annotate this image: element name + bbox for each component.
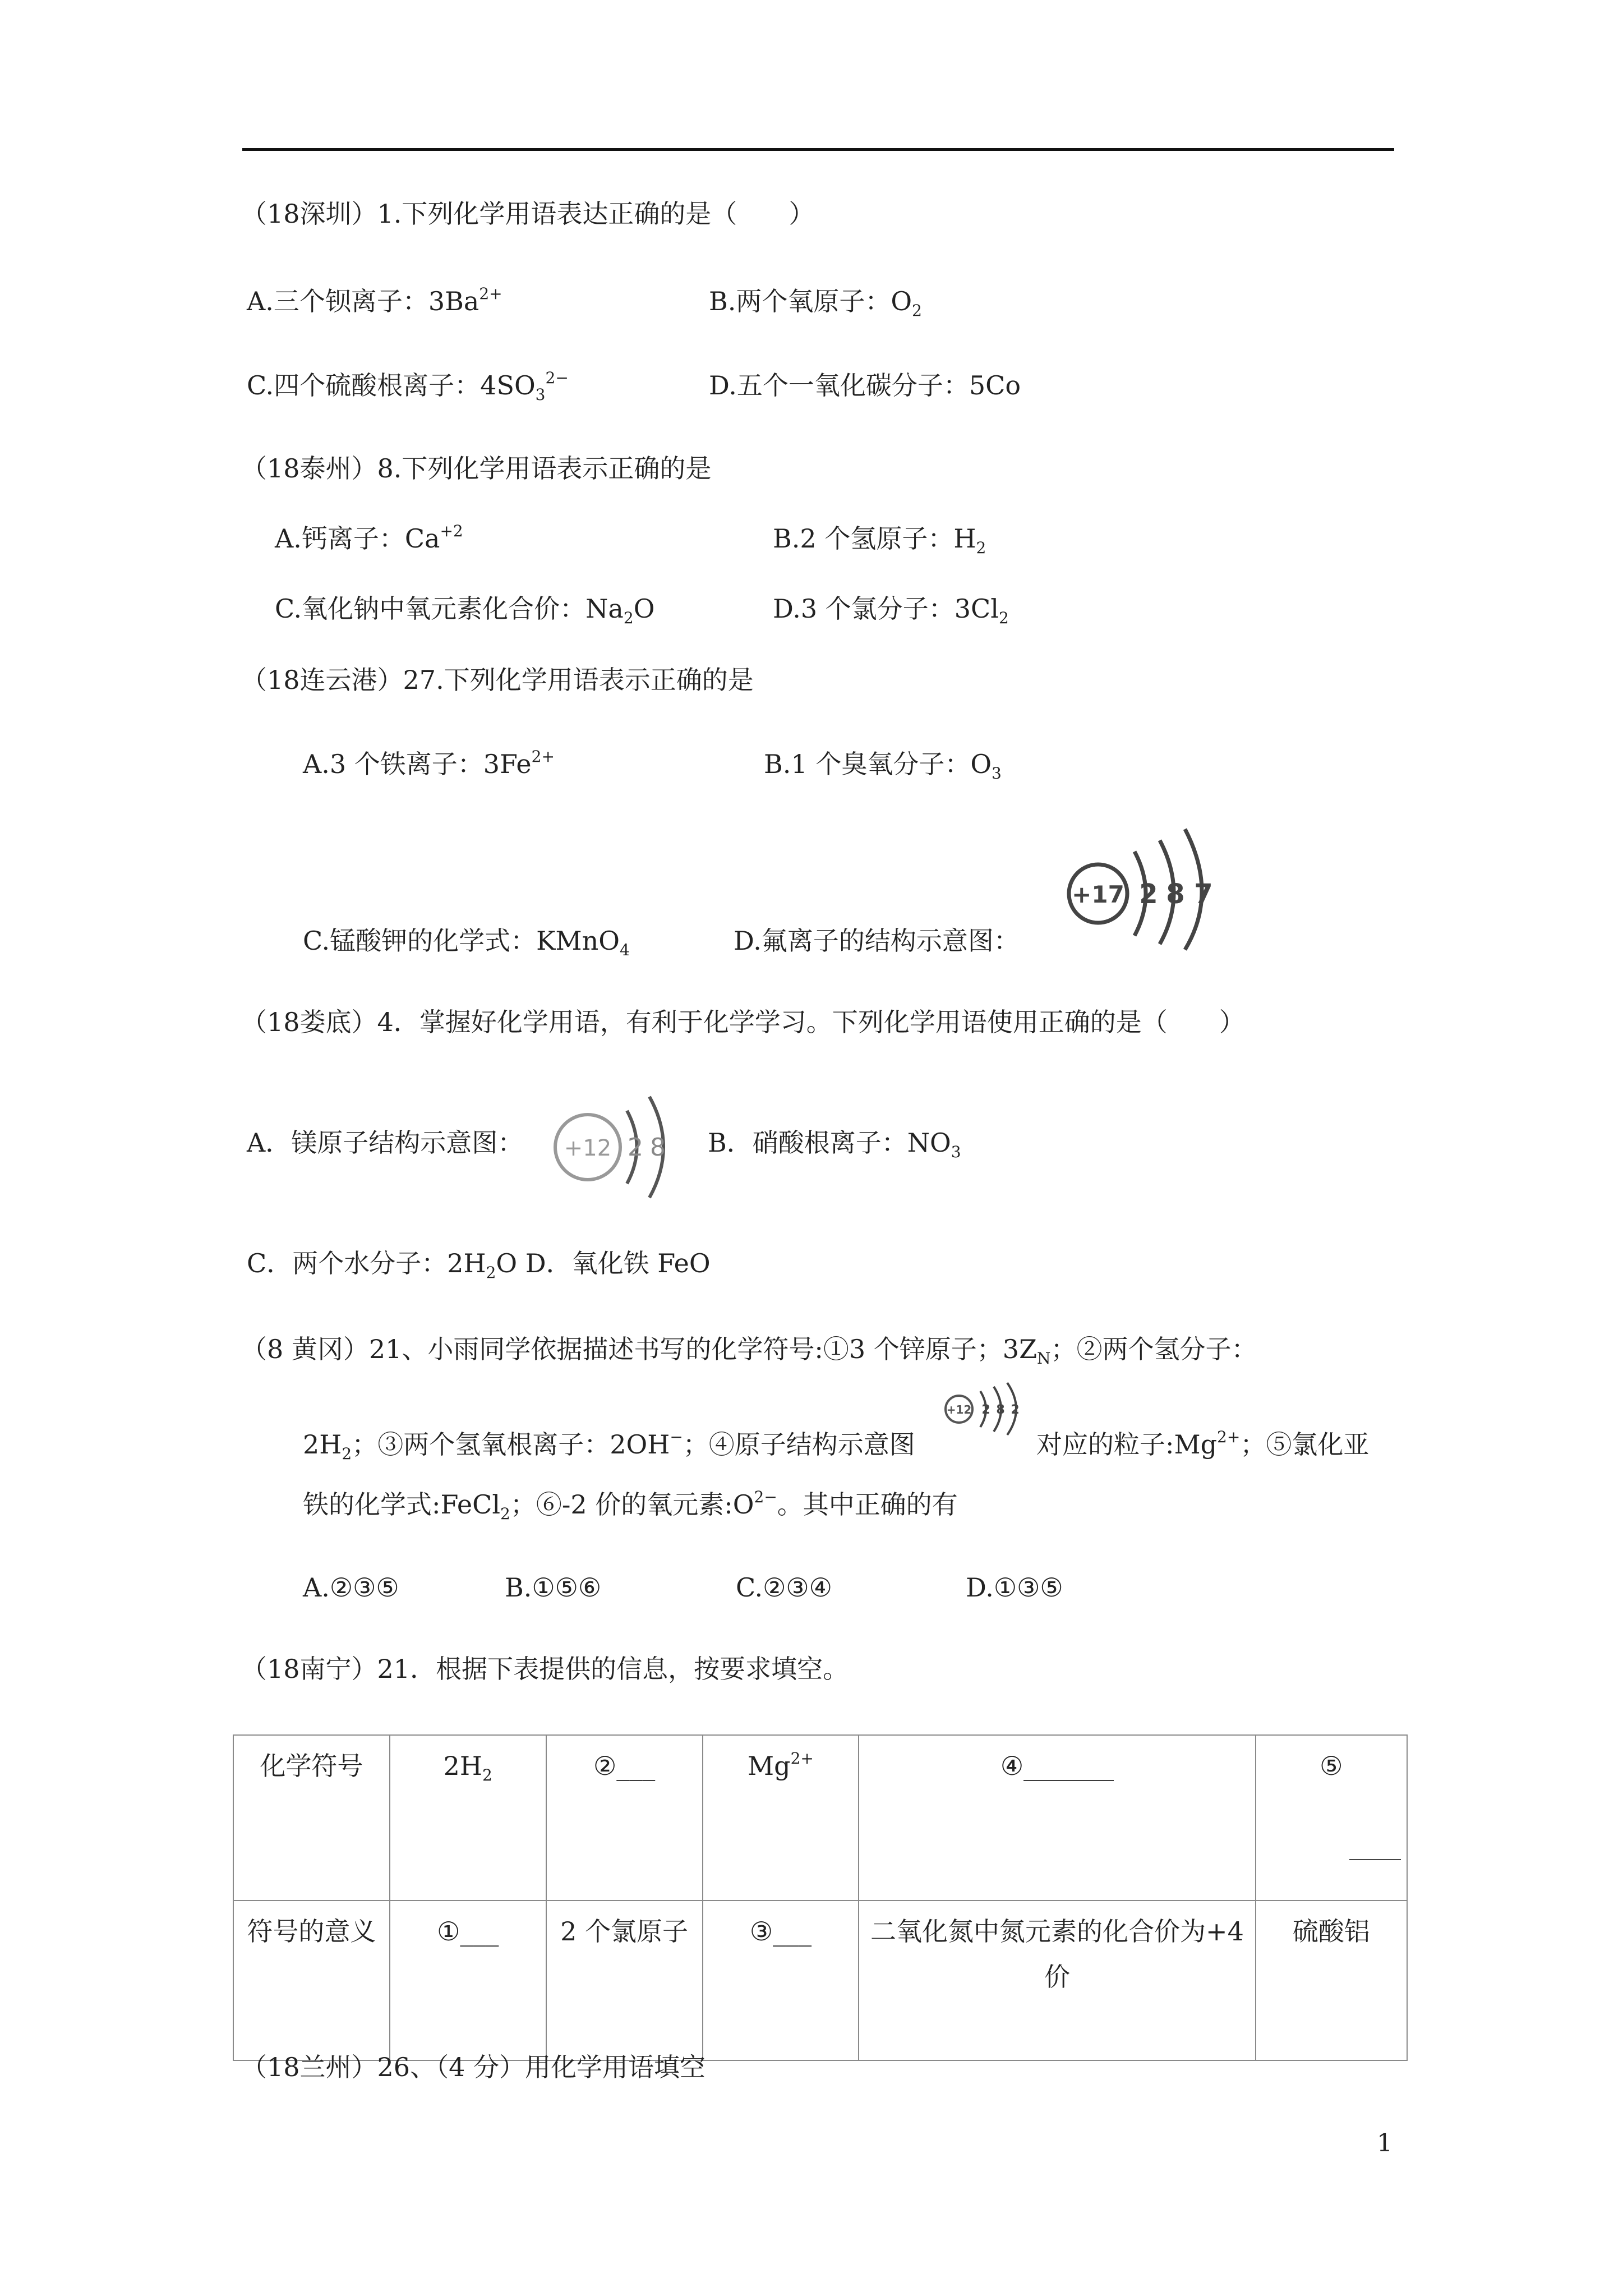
- q5-structure-diagram: [942, 1380, 1038, 1436]
- q5-option-c: C.②③④: [736, 1572, 832, 1603]
- table-cell-blank: ③___: [703, 1901, 859, 2060]
- fluorine-structure-diagram: [1059, 823, 1227, 953]
- q4-option-b: B．硝酸根离子：$NO_3$: [708, 1128, 961, 1161]
- q2-option-d: D.3 个氯分子：$3Cl_2$: [773, 593, 1009, 627]
- q3-option-d: D.氟离子的结构示意图：: [734, 926, 1020, 956]
- q3-stem: （18连云港）27.下列化学用语表示正确的是: [241, 665, 754, 695]
- table-row-symbols: [233, 1735, 1407, 1901]
- q1-stem: （18深圳）1.下列化学用语表达正确的是（ ）: [241, 199, 815, 229]
- table-header-symbol: 化学符号: [233, 1735, 390, 1901]
- header-rule: [242, 148, 1394, 151]
- magnesium-structure-diagram: [548, 1088, 677, 1206]
- page-number: 1: [1377, 2129, 1393, 2157]
- shell-count-2: 8: [1166, 878, 1185, 910]
- shell-count-1: 2: [981, 1403, 990, 1417]
- blank-line: ____: [1349, 1829, 1401, 1860]
- q5-option-d: D.①③⑤: [966, 1572, 1063, 1603]
- shell-count-2: 8: [650, 1133, 666, 1162]
- q1-option-a: A.三个钡离子：$3Ba^{2+}$: [247, 284, 502, 316]
- q3-option-c: C.锰酸钾的化学式：KMnO$_4$: [303, 926, 630, 959]
- q6-stem: （18南宁）21．根据下表提供的信息，按要求填空。: [241, 1654, 849, 1684]
- q3-option-b: B.1 个臭氧分子：$O_3$: [764, 749, 1002, 783]
- q1-option-b: B.两个氧原子：$O_2$: [709, 286, 922, 320]
- q4-stem: （18娄底）4．掌握好化学用语，有利于化学学习。下列化学用语使用正确的是（ ）: [241, 1007, 1245, 1037]
- q5-line-2-cont: 对应的粒子$:Mg^{2+}$；⑤氯化亚: [1036, 1428, 1370, 1460]
- q2-option-a: A.钙离子：$Ca^{+2}$: [275, 522, 463, 554]
- shell-count-3: 7: [1194, 878, 1213, 910]
- shell-count-3: 2: [1011, 1403, 1020, 1417]
- nucleus-charge: +17: [1072, 881, 1124, 908]
- q4-option-a: A．镁原子结构示意图：: [247, 1128, 524, 1158]
- q5-option-b: B.①⑤⑥: [505, 1572, 602, 1603]
- table-cell: $Mg^{2+}$: [703, 1735, 859, 1901]
- info-table: [233, 1734, 1408, 2061]
- table-cell: $2H_2$: [390, 1735, 546, 1901]
- q2-stem: （18泰州）8.下列化学用语表示正确的是: [241, 453, 712, 484]
- q4-options-cd: C．两个水分子：$2H_2O$ D．氧化铁 FeO: [247, 1248, 711, 1282]
- q5-stem: （8 黄冈）21、小雨同学依据描述书写的化学符号:①3 个锌原子；$3Z_N$；②两个氢分子：: [241, 1334, 1257, 1368]
- shell-count-1: 2: [628, 1133, 643, 1162]
- q5-line-2: $2H_2$；③两个氢氧根离子：2OH−；④原子结构示意图: [303, 1428, 915, 1463]
- table-cell: 硫酸铝: [1256, 1901, 1408, 2060]
- table-cell: 二氧化氮中氮元素的化合价为+4 价: [859, 1901, 1255, 2060]
- q1-option-c: C.四个硫酸根离子：$4SO_3^{2-}$: [247, 369, 569, 404]
- nucleus-charge: +12: [564, 1135, 612, 1161]
- table-header-meaning: 符号的意义: [233, 1901, 390, 2060]
- q2-option-b: B.2 个氢原子：$H_2$: [773, 523, 986, 557]
- q2-option-c: C.氧化钠中氧元素化合价：$Na_2O$: [275, 593, 655, 627]
- table-cell: 2 个氯原子: [546, 1901, 703, 2060]
- shell-count-2: 8: [996, 1403, 1005, 1417]
- q3-option-a: A.3 个铁离子：$3Fe^{2+}$: [303, 747, 555, 779]
- nucleus-charge: +12: [946, 1403, 972, 1416]
- table-cell-blank: ①___: [390, 1901, 546, 2060]
- q7-stem: （18兰州）26、（4 分）用化学用语填空: [241, 2052, 706, 2082]
- table-cell-blank: ②___: [546, 1735, 703, 1901]
- q1-option-d: D.五个一氧化碳分子：5Co: [709, 370, 1021, 401]
- table-row-meanings: [233, 1901, 1407, 2060]
- table-cell-blank: ④_______: [859, 1735, 1255, 1901]
- q5-option-a: A.②③⑤: [303, 1572, 399, 1603]
- table-cell: ⑤ ____: [1256, 1735, 1408, 1901]
- q5-line-3: 铁的化学式:FeCl$_2$；⑥-2 价的氧元素$:O^{2-}$。其中正确的有: [303, 1488, 958, 1523]
- shell-count-1: 2: [1139, 878, 1158, 910]
